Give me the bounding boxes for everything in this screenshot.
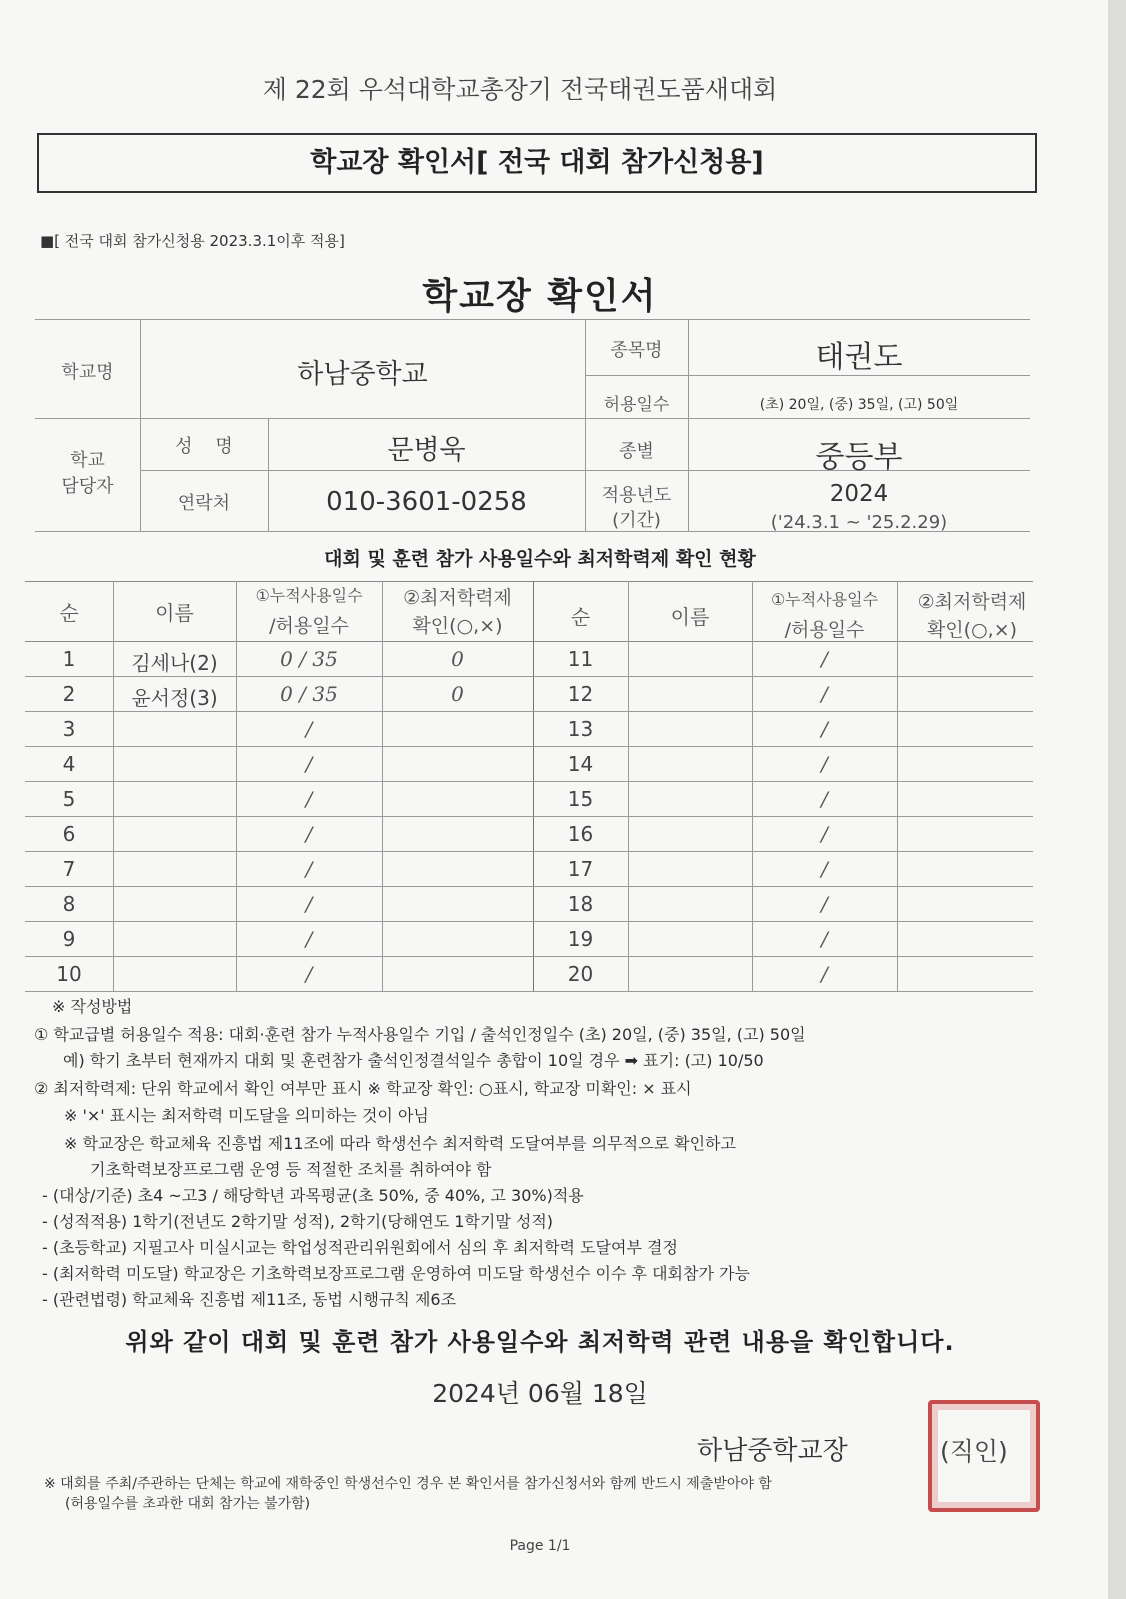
table-row-line bbox=[25, 676, 1033, 677]
title-box bbox=[37, 133, 1037, 193]
period-value: ('24.3.1 ~ '25.2.29) bbox=[770, 512, 948, 533]
table-cell-days-right: / bbox=[821, 752, 828, 776]
table-cell-days-left: / bbox=[305, 787, 313, 811]
year-label-1: 적용년도 bbox=[601, 485, 672, 506]
seal-text: (직인) bbox=[940, 1437, 1008, 1466]
table-cell-no-right: 19 bbox=[567, 927, 594, 951]
instruction-line: 예) 학기 초부터 현재까지 대회 및 훈련참가 출석인정결석일수 총합이 10일 경우 ➡ 표기: (고) 10/50 bbox=[63, 1051, 764, 1070]
name-value: 문병욱 bbox=[387, 435, 466, 466]
table-cell-no-right: 14 bbox=[567, 752, 594, 776]
table-row-line bbox=[25, 816, 1033, 817]
table-line-top bbox=[25, 581, 1033, 582]
staff-label-1: 학교 bbox=[70, 450, 105, 471]
year-label-2: (기간) bbox=[612, 510, 661, 531]
table-cell-name-left: 김세나(2) bbox=[131, 651, 218, 675]
table-cell-no-left: 2 bbox=[62, 682, 76, 706]
table-cell-days-left: / bbox=[305, 962, 313, 986]
table-cell-days-right: / bbox=[821, 647, 828, 671]
page-number: Page 1/1 bbox=[509, 1538, 571, 1554]
col-days-left-2: /허용일수 bbox=[269, 615, 349, 637]
year-value: 2024 bbox=[829, 481, 889, 507]
issue-date: 2024년 06월 18일 bbox=[432, 1379, 648, 1408]
col-name-right: 이름 bbox=[670, 605, 710, 629]
table-cell-days-left: / bbox=[305, 752, 313, 776]
event-value: 태권도 bbox=[815, 340, 903, 375]
table-cell-days-left: 0 / 35 bbox=[280, 647, 338, 671]
instruction-line: ② 최저학력제: 단위 학교에서 확인 여부만 표시 ※ 학교장 확인: ○표시, 학교장 미확인: × 표시 bbox=[34, 1079, 692, 1098]
table-cell-name-left: 윤서정(3) bbox=[131, 686, 218, 710]
box-title: 학교장 확인서[ 전국 대회 참가신청용] bbox=[310, 147, 764, 178]
col-check-right-1: ②최저학력제 bbox=[917, 591, 1027, 613]
staff-label-2: 담당자 bbox=[61, 476, 114, 497]
school-value: 하남중학교 bbox=[297, 359, 428, 390]
footnote-line-2: (허용일수를 초과한 대회 참가는 불가함) bbox=[65, 1496, 311, 1512]
col-days-right-2: /허용일수 bbox=[784, 619, 865, 641]
table-row-line bbox=[25, 921, 1033, 922]
category-value: 중등부 bbox=[815, 440, 903, 475]
main-title: 학교장 확인서 bbox=[422, 276, 658, 317]
table-cell-no-left: 8 bbox=[62, 892, 76, 916]
table-cell-no-right: 17 bbox=[567, 857, 594, 881]
name-label: 성 명 bbox=[175, 436, 233, 457]
table-cell-no-right: 16 bbox=[567, 822, 594, 846]
table-cell-days-right: / bbox=[821, 892, 828, 916]
table-cell-no-right: 15 bbox=[567, 787, 594, 811]
col-days-left-1: ①누적사용일수 bbox=[255, 586, 363, 605]
table-cell-no-left: 9 bbox=[62, 927, 76, 951]
table-cell-days-right: / bbox=[821, 822, 828, 846]
table-cell-days-right: / bbox=[821, 857, 828, 881]
contact-value: 010-3601-0258 bbox=[326, 487, 527, 517]
table-row-line bbox=[25, 711, 1033, 712]
col-check-left-2: 확인(○,×) bbox=[412, 615, 503, 637]
confirm-text: 위와 같이 대회 및 훈련 참가 사용일수와 최저학력 관련 내용을 확인합니다. bbox=[125, 1328, 955, 1356]
contact-label: 연락처 bbox=[177, 493, 231, 514]
table-cell-no-right: 20 bbox=[567, 962, 594, 986]
school-label: 학교명 bbox=[61, 362, 114, 383]
table-cell-check-left: 0 bbox=[451, 682, 464, 706]
table-cell-days-left: / bbox=[305, 927, 313, 951]
paper-edge bbox=[1108, 0, 1126, 1599]
event-label: 종목명 bbox=[610, 340, 663, 361]
instruction-line: - (초등학교) 지필고사 미실시교는 학업성적관리위원회에서 심의 후 최저학력 도달여부 결정 bbox=[42, 1238, 678, 1257]
table-row-line bbox=[25, 991, 1033, 992]
info-line-mid bbox=[35, 418, 1030, 419]
col-no-right: 순 bbox=[570, 605, 591, 629]
table-cell-days-right: / bbox=[821, 717, 828, 741]
table-row-line bbox=[25, 851, 1033, 852]
table-row-line bbox=[25, 781, 1033, 782]
instruction-line: - (성적적용) 1학기(전년도 2학기말 성적), 2학기(당해연도 1학기말 성적) bbox=[42, 1212, 554, 1231]
footnote-line-1: ※ 대회를 주최/주관하는 단체는 학교에 재학중인 학생선수인 경우 본 확인서를 참가신청서와 함께 반드시 제출받아야 함 bbox=[44, 1476, 772, 1492]
table-vline-5 bbox=[628, 581, 629, 991]
table-cell-no-right: 12 bbox=[567, 682, 594, 706]
allowed-days-label: 허용일수 bbox=[603, 395, 670, 415]
table-cell-days-right: / bbox=[821, 962, 828, 986]
instruction-line: - (최저학력 미도달) 학교장은 기초학력보장프로그램 운영하여 미도달 학생선수 이수 후 대회참가 가능 bbox=[42, 1264, 750, 1283]
table-cell-days-left: 0 / 35 bbox=[280, 682, 338, 706]
table-cell-no-left: 5 bbox=[62, 787, 76, 811]
table-cell-no-left: 3 bbox=[62, 717, 76, 741]
col-check-left-1: ②최저학력제 bbox=[403, 587, 512, 609]
table-cell-no-left: 1 bbox=[62, 647, 76, 671]
col-days-right-1: ①누적사용일수 bbox=[770, 590, 879, 609]
instruction-line: ① 학교급별 허용일수 적용: 대회·훈련 참가 누적사용일수 기입 / 출석인정일수 (초) 20일, (중) 35일, (고) 50일 bbox=[34, 1025, 806, 1044]
section-title: 대회 및 훈련 참가 사용일수와 최저학력제 확인 현황 bbox=[324, 548, 756, 570]
table-cell-days-left: / bbox=[305, 717, 313, 741]
table-cell-no-right: 11 bbox=[567, 647, 594, 671]
table-cell-days-left: / bbox=[305, 822, 313, 846]
table-cell-no-left: 4 bbox=[62, 752, 76, 776]
table-cell-days-right: / bbox=[821, 787, 828, 811]
instruction-line: - (대상/기준) 초4 ~고3 / 해당학년 과목평균(초 50%, 중 40%, 고 30%)적용 bbox=[42, 1186, 584, 1205]
table-cell-days-right: / bbox=[821, 927, 828, 951]
instruction-line: ※ 학교장은 학교체육 진흥법 제11조에 따라 학생선수 최저학력 도달여부를 의무적으로 확인하고 bbox=[64, 1134, 736, 1153]
table-row-line bbox=[25, 886, 1033, 887]
col-check-right-2: 확인(○,×) bbox=[926, 619, 1018, 641]
table-cell-days-left: / bbox=[305, 857, 313, 881]
col-name-left: 이름 bbox=[155, 601, 194, 625]
instruction-line: 기초학력보장프로그램 운영 등 적절한 조치를 취하여야 함 bbox=[90, 1160, 492, 1179]
table-row-line bbox=[25, 956, 1033, 957]
instruction-line: ※ '×' 표시는 최저학력 미도달을 의미하는 것이 아님 bbox=[64, 1106, 429, 1125]
allowed-days-value: (초) 20일, (중) 35일, (고) 50일 bbox=[759, 397, 959, 413]
table-vline-1 bbox=[113, 581, 114, 991]
principal-name: 하남중학교장 bbox=[697, 1436, 848, 1466]
top-note: ■[ 전국 대회 참가신청용 2023.3.1이후 적용] bbox=[40, 232, 345, 250]
table-cell-no-left: 6 bbox=[62, 822, 76, 846]
table-cell-days-right: / bbox=[821, 682, 828, 706]
competition-title: 제 22회 우석대학교총장기 전국태권도품새대회 bbox=[262, 75, 778, 104]
table-cell-check-left: 0 bbox=[451, 647, 464, 671]
table-cell-no-left: 10 bbox=[56, 962, 82, 986]
table-vline-3 bbox=[382, 581, 383, 991]
table-cell-no-left: 7 bbox=[62, 857, 76, 881]
instruction-line: ※ 작성방법 bbox=[52, 997, 133, 1016]
col-no-left: 순 bbox=[59, 601, 79, 625]
category-label: 종별 bbox=[619, 441, 654, 462]
table-row-line bbox=[25, 746, 1033, 747]
table-cell-days-left: / bbox=[305, 892, 313, 916]
table-cell-no-right: 18 bbox=[567, 892, 594, 916]
table-cell-no-right: 13 bbox=[567, 717, 594, 741]
instruction-line: - (관련법령) 학교체육 진흥법 제11조, 동법 시행규칙 제6조 bbox=[42, 1290, 457, 1309]
info-line-top bbox=[35, 319, 1030, 320]
